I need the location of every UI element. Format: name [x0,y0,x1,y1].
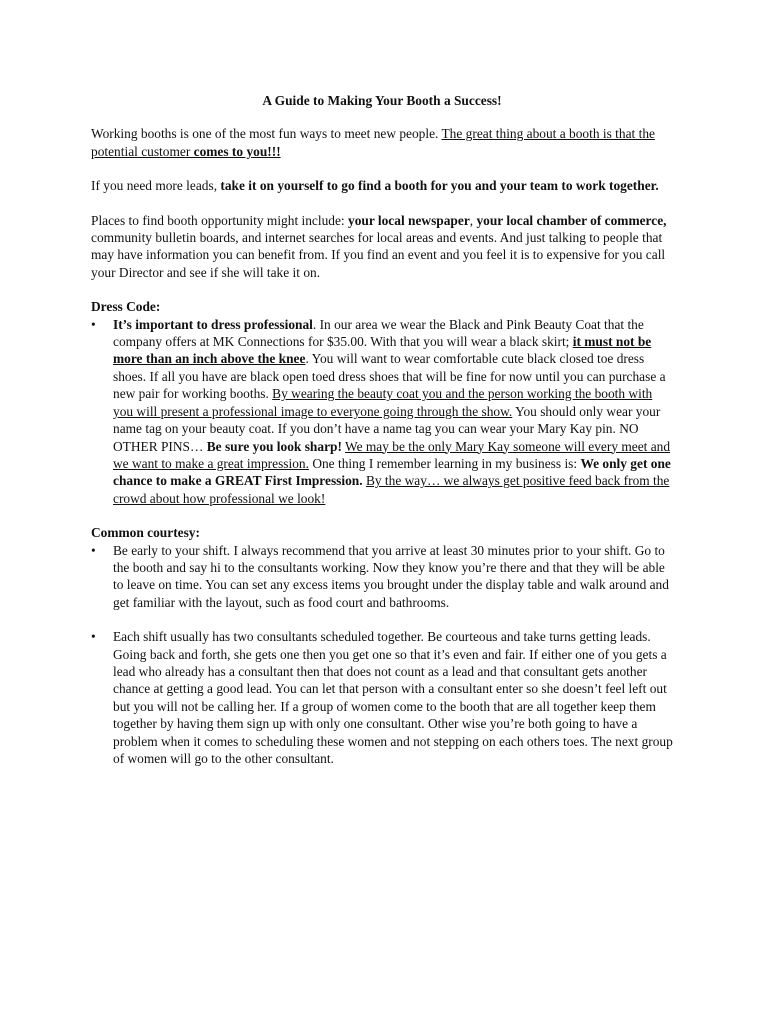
intro-text: community bulletin boards, and internet searches for local areas and events. And just talking to people that may have information you can benefit from. If you find an event and you feel it is to expensive for you call your Director and see if she will take it on. [91,230,666,280]
dress-code-list [91,316,673,507]
dress-code-emphasis: It’s important to dress professional [113,316,313,332]
bullet-icon: • [91,542,96,558]
intro-emphasis: your local newspaper [348,212,470,228]
list-item [91,628,673,767]
common-courtesy-list [91,542,673,768]
intro-emphasis: your local chamber of commerce, [476,212,667,228]
intro-text: Working booths is one of the most fun ways to meet new people. [91,126,442,142]
courtesy-item-text: Be early to your shift. I always recommend that you arrive at least 30 minutes prior to your shift. Go to the booth and say hi to the consultants working. Now they know you’re there and that they will be able to leave on time. You can set any excess items you brought under the display table and walk around and get familiar with the layout, such as food court and bathrooms. [113,542,669,610]
dress-code-emphasis: it must not be more than an inch above the knee [113,334,652,367]
dress-code-text: . In our area we wear the Black and Pink Beauty Coat that the company offers at MK Connections for $35.00. With that you will wear a black skirt; [113,316,644,350]
bullet-icon: • [91,629,96,645]
dress-code-text: . You will want to wear comfortable cute black closed toe dress shoes. If all you have are black open toed dress shoes that will be fine for now until you can purchase a new pair for working booths. [113,351,666,402]
intro-paragraph-2 [91,177,673,194]
intro-paragraph-1 [91,125,673,160]
intro-text: If you need more leads, [91,178,221,194]
document-title: A Guide to Making Your Booth a Success! [262,93,502,108]
common-courtesy-heading: Common courtesy: [91,525,200,541]
list-item [91,316,673,507]
intro-emphasis: take it on yourself to go find a booth for you and your team to work together. [220,178,659,194]
list-item [91,542,673,612]
dress-code-underlined-text: We may be the only Mary Kay someone will every meet and we want to make a great impression. [113,438,671,471]
courtesy-item-text: Each shift usually has two consultants scheduled together. Be courteous and take turns getting leads. Going back and forth, she gets one then you get one so that it’s even and fair. If either one of you gets a lead who already has a consultant then that does not count as a lead and that consultant gets another chance at getting a good lead. You can let that person with a consultant enter so she doesn’t feel left out but you will not be calling her. If a group of women come to the booth that are all together keep them together by having them sign up with only one consultant. Other wise you’re both going to have a problem when it comes to scheduling these women and not stepping on each others toes. The next group of women will go to the other consultant. [113,629,673,766]
document-body [91,92,673,784]
dress-code-text: One thing I remember learning in my business is: [308,455,581,471]
intro-emphasis: comes to you!!! [193,143,281,159]
intro-text: , [469,212,477,228]
intro-paragraph-3 [91,212,673,282]
dress-code-underlined-text: By wearing the beauty coat you and the person working the booth with you will present a professional image to everyone going through the show. [113,386,653,419]
intro-text: Places to find booth opportunity might include: [91,212,348,228]
dress-code-underlined-text: By the way… we always get positive feed back from the crowd about how professional we look! [113,473,670,506]
intro-underlined-text: The great thing about a booth is that the potential customer [91,126,655,159]
bullet-icon: • [91,316,96,332]
dress-code-emphasis: We only get one chance to make a GREAT First Impression. [113,455,671,489]
dress-code-emphasis: Be sure you look sharp! [206,438,342,454]
dress-code-text: You should only wear your name tag on your beauty coat. If you don’t have a name tag you can wear your Mary Kay pin. NO OTHER PINS… [113,403,661,454]
dress-code-heading: Dress Code: [91,299,161,315]
